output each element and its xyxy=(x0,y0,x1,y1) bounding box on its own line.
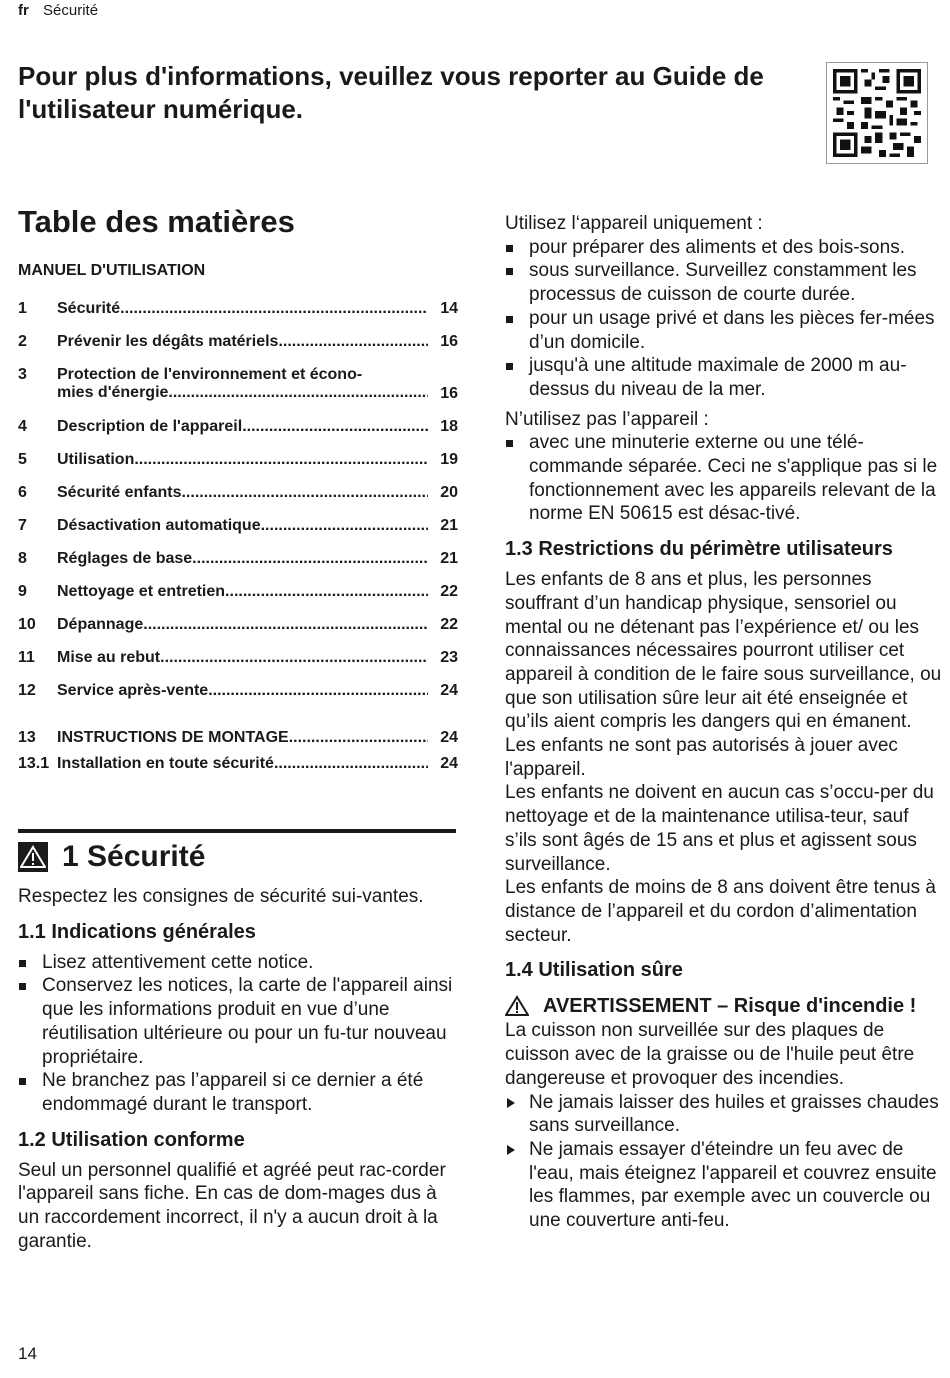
list-item: pour préparer des aliments et des bois-sons. xyxy=(505,236,945,260)
toc-entry[interactable] xyxy=(18,300,458,333)
toc-entry[interactable] xyxy=(18,755,458,781)
paragraph: N’utilisez pas l’appareil : xyxy=(505,408,709,430)
toc-title-text: Dépannage xyxy=(57,616,144,633)
toc-num: 12 xyxy=(18,682,36,699)
toc-entry[interactable] xyxy=(18,517,458,550)
toc-entry[interactable] xyxy=(18,550,458,583)
list-item: jusqu'à une altitude maximale de 2000 m au-dessus du niveau de la mer. xyxy=(505,354,945,401)
right-column xyxy=(505,212,945,1233)
paragraph: Les enfants ne doivent en aucun cas s’occu-per du nettoyage et de la maintenance utilisa-teur, sauf s’ils sont âgés de 15 ans et plus et agissent sous surveillance. xyxy=(505,782,934,875)
toc-title-text: Réglages de base xyxy=(57,550,193,567)
toc-num: 6 xyxy=(18,484,27,501)
subsection-heading: 1.1 Indications générales xyxy=(18,920,256,943)
qr-code[interactable] xyxy=(826,62,928,164)
toc-entry[interactable] xyxy=(18,729,458,755)
toc-num: 2 xyxy=(18,333,27,350)
toc-entry[interactable] xyxy=(18,451,458,484)
list-item: pour un usage privé et dans les pièces fer-mées d’un domicile. xyxy=(505,307,945,354)
toc-num: 13 xyxy=(18,729,36,746)
toc-page: 16 xyxy=(440,385,458,402)
paragraph: Les enfants de moins de 8 ans doivent être tenus à distance de l’appareil et du cordon d’alimentation secteur. xyxy=(505,877,936,946)
toc-num: 4 xyxy=(18,418,27,435)
toc-title-text: Prévenir les dégâts matériels xyxy=(57,333,279,350)
toc-title: Table des matières xyxy=(18,204,295,239)
paragraph: Seul un personnel qualifié et agréé peut rac-corder l'appareil sans fiche. En cas de dom-mages dus à un raccordement incorrect, il n'y a aucun droit à la garantie. xyxy=(18,1159,446,1252)
section-intro: Respectez les consignes de sécurité sui-vantes. xyxy=(18,886,424,907)
toc-entry[interactable] xyxy=(18,418,458,451)
toc-title-text: INSTRUCTIONS DE MONTAGE xyxy=(57,729,289,746)
list-item: Ne jamais laisser des huiles et graisses chaudes sans surveillance. xyxy=(505,1091,945,1138)
section-heading xyxy=(18,829,456,877)
toc-num: 10 xyxy=(18,616,36,633)
toc-title-text: Utilisation xyxy=(57,451,135,468)
toc-page: 21 xyxy=(440,550,458,567)
warning-icon xyxy=(18,842,48,872)
toc-title-text: Installation en toute sécurité xyxy=(57,755,274,772)
toc-page: 24 xyxy=(440,682,458,699)
paragraph: Utilisez l‘appareil uniquement : xyxy=(505,213,763,234)
toc-page: 22 xyxy=(440,583,458,600)
toc-page: 24 xyxy=(440,755,458,772)
toc-title-text: Sécurité xyxy=(57,300,121,317)
toc-num: 13.1 xyxy=(18,755,50,772)
toc-entry[interactable] xyxy=(18,484,458,517)
toc-entry[interactable] xyxy=(18,333,458,366)
toc-entry[interactable] xyxy=(18,616,458,649)
left-column xyxy=(18,200,458,1253)
qr-code-icon xyxy=(833,69,921,157)
toc-num: 8 xyxy=(18,550,27,567)
header-section: Sécurité xyxy=(43,2,99,19)
section-title: 1 Sécurité xyxy=(62,840,206,873)
toc-title-text: Sécurité enfants xyxy=(57,484,182,501)
list-item: Ne branchez pas l’appareil si ce dernier a été endommagé durant le transport. xyxy=(18,1069,458,1116)
page-header xyxy=(18,2,98,19)
toc-page: 24 xyxy=(440,729,458,746)
list-item: Conservez les notices, la carte de l'appareil ainsi que les informations produit en vue d’une réutilisation ultérieure ou pour un fu-tur nouveau propriétaire. xyxy=(18,974,458,1069)
toc-title-text: Mise au rebut xyxy=(57,649,161,666)
list-item: Lisez attentivement cette notice. xyxy=(18,951,458,975)
paragraph: Les enfants ne sont pas autorisés à jouer avec l'appareil. xyxy=(505,735,898,780)
toc-page: 22 xyxy=(440,616,458,633)
toc-title-text: mies d'énergie xyxy=(57,384,169,401)
toc-num: 5 xyxy=(18,451,27,468)
toc-num: 9 xyxy=(18,583,27,600)
bullet-list xyxy=(18,951,458,1117)
paragraph: La cuisson non surveillée sur des plaques de cuisson avec de la graisse ou de l'huile peut être dangereuse et provoquer des incendies. xyxy=(505,1020,915,1089)
toc-page: 19 xyxy=(440,451,458,468)
toc-page: 18 xyxy=(440,418,458,435)
list-item: Ne jamais essayer d'éteindre un feu avec de l'eau, mais éteignez l'appareil et couvrez ensuite les flammes, par exemple avec un couvercle ou une couverture anti-feu. xyxy=(505,1138,945,1233)
language-code: fr xyxy=(18,2,29,19)
toc-entry[interactable] xyxy=(18,366,458,418)
toc-title-text: Désactivation automatique xyxy=(57,517,261,534)
toc-title-text: Protection de l'environnement et écono- xyxy=(57,366,363,383)
subsection-heading: 1.4 Utilisation sûre xyxy=(505,959,683,982)
toc-entry[interactable] xyxy=(18,583,458,616)
instruction-list xyxy=(505,1091,945,1233)
page-number: 14 xyxy=(18,1344,37,1363)
paragraph: Les enfants de 8 ans et plus, les personnes souffrant d’un handicap physique, sensoriel ou mental ou ne détenant pas l’expérience et/ ou les connaissances nécessaires pourront utiliser cet appareil à condition de le faire sous surveillance, ou que son utilisation sûre leur ait été enseignée et qu’ils aient compris les dangers qui en émanent. xyxy=(505,569,942,733)
intro-text: Pour plus d'informations, veuillez vous reporter au Guide de l'utilisateur numérique. xyxy=(18,61,764,124)
toc-page: 21 xyxy=(440,517,458,534)
toc-num: 7 xyxy=(18,517,27,534)
toc-title-text: Nettoyage et entretien xyxy=(57,583,226,600)
subsection-heading: 1.3 Restrictions du périmètre utilisateurs xyxy=(505,538,893,561)
toc-page: 20 xyxy=(440,484,458,501)
toc-page: 14 xyxy=(440,300,458,317)
toc-page: 16 xyxy=(440,333,458,350)
toc-entry[interactable] xyxy=(18,649,458,682)
warning-heading xyxy=(505,993,945,1019)
toc-num: 1 xyxy=(18,300,27,317)
list-item: sous surveillance. Surveillez constamment les processus de cuisson de courte durée. xyxy=(505,259,945,306)
toc-num: 11 xyxy=(18,649,35,666)
toc-entry[interactable] xyxy=(18,682,458,715)
bullet-list xyxy=(505,236,945,402)
warning-text: AVERTISSEMENT – Risque d'incendie ! xyxy=(543,995,917,1018)
subsection-heading: 1.2 Utilisation conforme xyxy=(18,1128,245,1151)
list-item: avec une minuterie externe ou une télé-commande séparée. Ceci ne s'applique pas si le fonctionnement avec les appareils relevant de la norme EN 50615 est désac-tivé. xyxy=(505,431,945,526)
toc-subtitle: MANUEL D'UTILISATION xyxy=(18,262,206,279)
toc-title-text: Description de l'appareil xyxy=(57,418,243,435)
toc-title-text: Service après-vente xyxy=(57,682,209,699)
bullet-list xyxy=(505,431,945,526)
toc-num: 3 xyxy=(18,366,27,383)
toc-page: 23 xyxy=(440,649,458,666)
warning-triangle-icon xyxy=(505,995,529,1017)
